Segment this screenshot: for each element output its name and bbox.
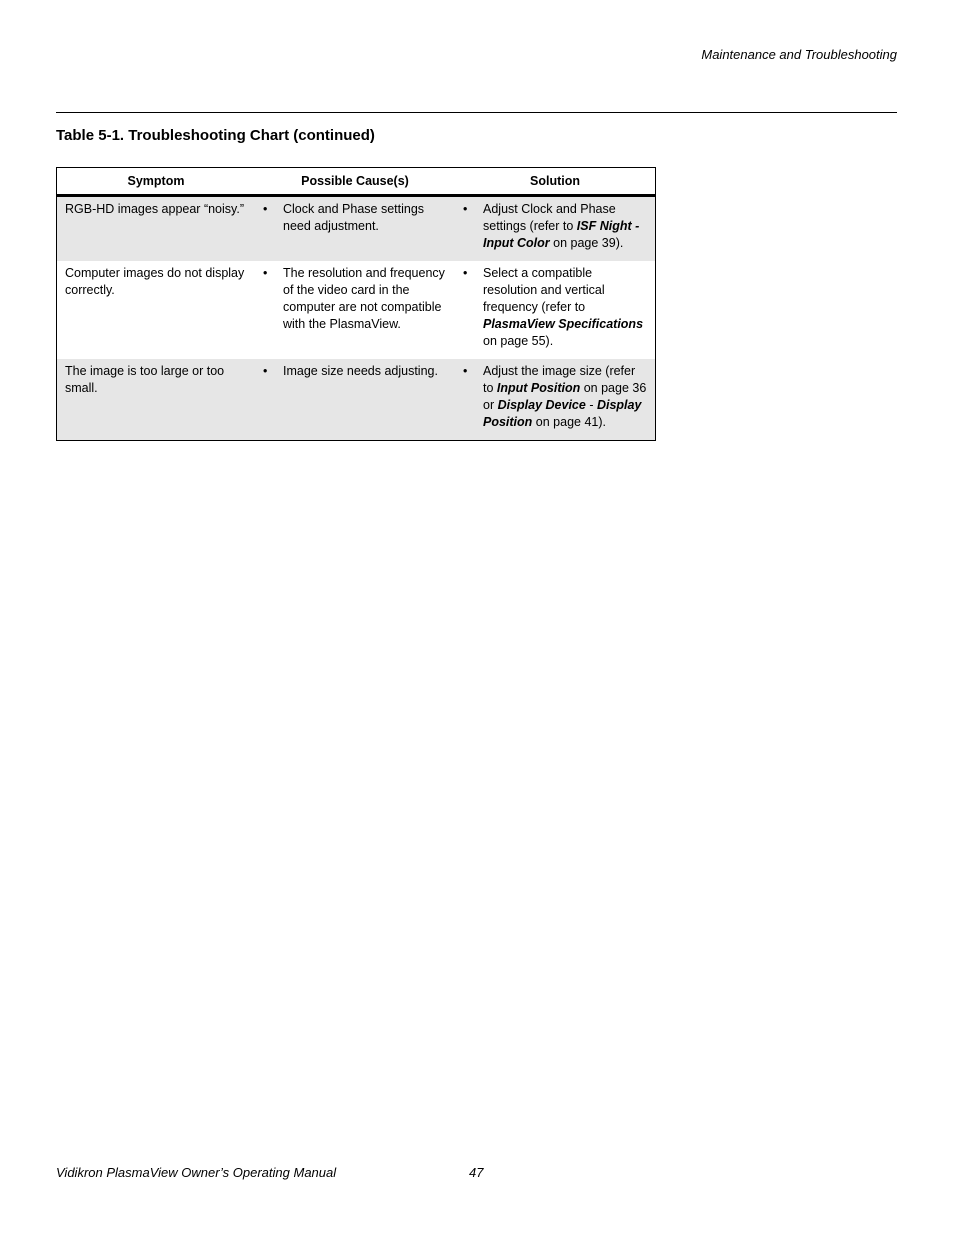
footer-manual-title: Vidikron PlasmaView Owner’s Operating Manual bbox=[56, 1165, 337, 1180]
cross-reference: ISF Night - Input Color bbox=[483, 219, 640, 250]
bullet-icon: • bbox=[263, 266, 268, 280]
solution-text-part: Adjust Clock and Phase settings (refer to bbox=[483, 202, 616, 233]
bullet-icon: • bbox=[263, 364, 268, 378]
bullet-icon: • bbox=[463, 266, 468, 280]
solution-text bbox=[483, 363, 649, 431]
cause-cell bbox=[255, 261, 455, 359]
symptom-cell: The image is too large or too small. bbox=[65, 364, 225, 395]
solution-cell bbox=[455, 359, 655, 440]
column-header-cause: Possible Cause(s) bbox=[301, 174, 409, 188]
troubleshooting-table bbox=[56, 167, 656, 441]
cause-text: Clock and Phase settings need adjustment. bbox=[283, 202, 425, 233]
cause-cell bbox=[255, 197, 455, 261]
solution-cell bbox=[455, 261, 655, 359]
solution-text-part: on page 39). bbox=[549, 236, 624, 250]
running-head: Maintenance and Troubleshooting bbox=[701, 47, 897, 62]
solution-text-part: on page 36 or bbox=[483, 381, 647, 412]
cause-text: Image size needs adjusting. bbox=[283, 364, 438, 378]
cross-reference: Display Position bbox=[483, 398, 642, 429]
solution-text-part: Select a compatible resolution and vertical frequency (refer to bbox=[483, 266, 605, 314]
table-title: Table 5-1. Troubleshooting Chart (continued) bbox=[56, 127, 375, 144]
table-row bbox=[57, 359, 655, 440]
solution-cell bbox=[455, 197, 655, 261]
solution-text bbox=[483, 201, 649, 252]
solution-text-part: - bbox=[585, 398, 597, 412]
page-number: 47 bbox=[469, 1165, 484, 1180]
solution-text bbox=[483, 265, 649, 350]
cross-reference: Input Position bbox=[496, 381, 581, 395]
column-header-solution: Solution bbox=[530, 174, 580, 188]
cross-reference: PlasmaView Specifications bbox=[483, 317, 644, 331]
table-row bbox=[57, 197, 655, 261]
column-header-symptom: Symptom bbox=[127, 174, 185, 188]
bullet-icon: • bbox=[463, 202, 468, 216]
symptom-cell: Computer images do not display correctly. bbox=[65, 266, 245, 297]
solution-text-part: on page 55). bbox=[483, 334, 554, 348]
symptom-cell: RGB-HD images appear “noisy.” bbox=[65, 202, 244, 216]
header-rule bbox=[56, 112, 897, 113]
solution-text-part: on page 41). bbox=[532, 415, 606, 429]
table-header-row bbox=[57, 168, 655, 197]
table-row bbox=[57, 261, 655, 359]
solution-text-part: Adjust the image size (refer to bbox=[483, 364, 636, 395]
bullet-icon: • bbox=[263, 202, 268, 216]
cause-cell bbox=[255, 359, 455, 440]
cause-text: The resolution and frequency of the video card in the computer are not compatible with the PlasmaView. bbox=[283, 266, 445, 331]
bullet-icon: • bbox=[463, 364, 468, 378]
cross-reference: Display Device bbox=[497, 398, 586, 412]
